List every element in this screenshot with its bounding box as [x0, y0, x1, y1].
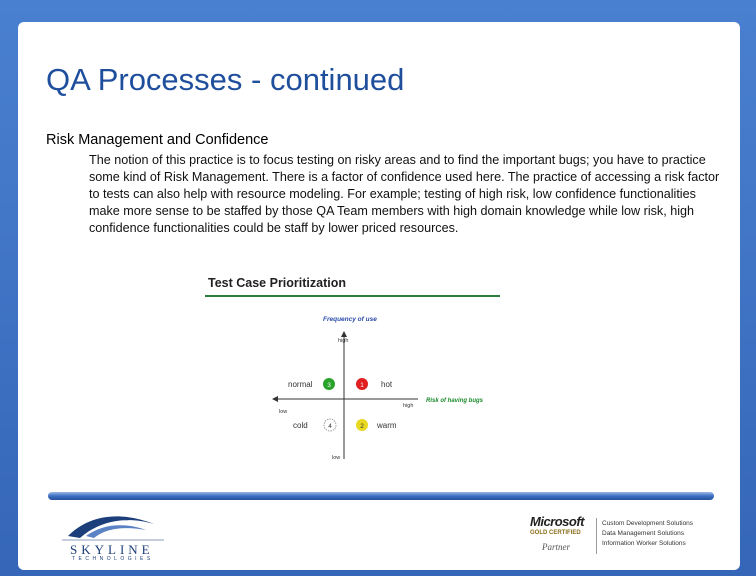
- partner-label: Partner: [542, 542, 570, 552]
- microsoft-wordmark: Microsoft: [530, 514, 584, 529]
- hot-rank: 1: [360, 382, 364, 389]
- skyline-logo: [58, 510, 168, 562]
- y-axis-arrow: [341, 331, 347, 337]
- warm-rank: 2: [360, 423, 364, 430]
- section-heading: Risk Management and Confidence: [46, 132, 269, 148]
- hot-label: hot: [381, 380, 393, 389]
- footer-divider-bar: [48, 492, 714, 500]
- cold-rank: 4: [328, 423, 332, 430]
- chart-title: Test Case Prioritization: [208, 276, 346, 290]
- skyline-tagline: TECHNOLOGIES: [72, 556, 154, 562]
- footer: [18, 500, 740, 570]
- competency-line: Data Management Solutions: [602, 530, 685, 537]
- x-high-label: high: [403, 403, 414, 409]
- chart-title-underline: [205, 295, 500, 297]
- x-axis-arrow: [272, 396, 278, 402]
- slide: [18, 22, 740, 570]
- prioritization-chart: [248, 307, 508, 467]
- normal-rank: 3: [327, 382, 331, 389]
- competency-line: Custom Development Solutions: [602, 520, 694, 527]
- competency-line: Information Worker Solutions: [602, 540, 686, 547]
- skyline-wordmark: SKYLINE: [70, 542, 154, 557]
- slide-title: QA Processes - continued: [46, 62, 405, 97]
- partner-competencies: [602, 519, 693, 549]
- body-paragraph: The notion of this practice is to focus testing on risky areas and to find the important bugs; you have to practice some kind of Risk Management. There is a factor of confidence used here. The practice of accessing a risk factor to tests can also help with resource modeling. For example; testing of high risk, low confidence functionalities make more sense to be staffed by those QA Team members with high domain knowledge while low risk, high confidence functionalities could be staff by lower priced resources.: [89, 153, 720, 235]
- partner-divider: [596, 518, 597, 554]
- microsoft-partner-logo: [530, 514, 600, 560]
- skyline-swoosh-icon: [58, 510, 168, 544]
- y-low-label: low: [332, 455, 341, 461]
- y-high-label: high: [338, 338, 349, 344]
- normal-label: normal: [288, 380, 313, 389]
- cold-label: cold: [293, 421, 308, 430]
- y-axis-label: Frequency of use: [323, 316, 377, 323]
- gold-certified-label: GOLD CERTIFIED: [530, 530, 581, 536]
- warm-label: warm: [377, 421, 397, 430]
- x-low-label: low: [279, 409, 288, 415]
- x-axis-label: Risk of having bugs: [426, 398, 484, 404]
